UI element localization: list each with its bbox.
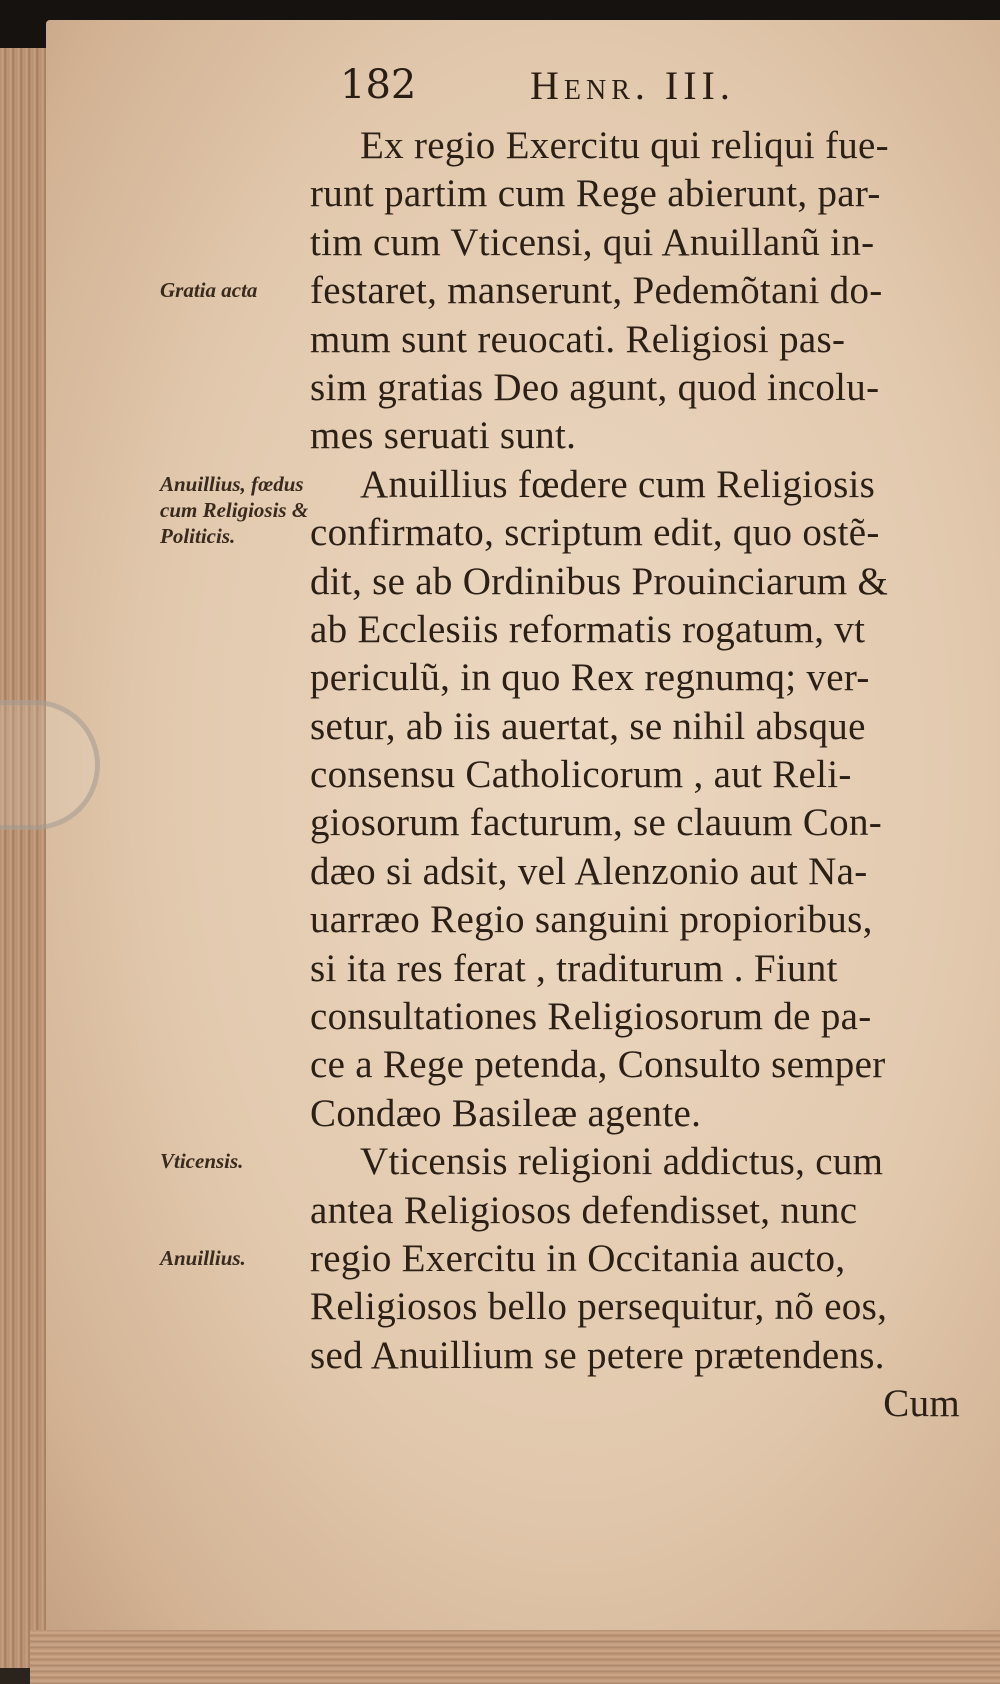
text-line: setur, ab iis auertat, se nihil absque bbox=[310, 704, 866, 748]
text-line: giosorum facturum, se clauum Con- bbox=[310, 801, 883, 845]
text-line: runt partim cum Rege abierunt, par- bbox=[310, 172, 881, 216]
running-head: Henr. III. bbox=[530, 63, 735, 108]
text-line: Vticensis religioni addictus, cum bbox=[360, 1140, 884, 1184]
text-line: antea Religiosos defendisset, nunc bbox=[310, 1188, 858, 1232]
text-line: sim gratias Deo agunt, quod incolu- bbox=[310, 365, 880, 409]
text-line: consensu Catholicorum , aut Reli- bbox=[310, 753, 852, 797]
text-line: mum sunt reuocati. Religiosi pas- bbox=[310, 317, 846, 361]
text-line: consultationes Religiosorum de pa- bbox=[310, 995, 872, 1039]
text-line: mes seruati sunt. bbox=[310, 414, 577, 458]
text-line: dit, se ab Ordinibus Prouinciarum & bbox=[310, 559, 889, 603]
margin-note-gratia: Gratia acta bbox=[160, 278, 258, 303]
body-text bbox=[310, 122, 980, 1429]
margin-note-anuillius-foedus: Anuillius, fœdus cum Religiosis & Politicis. bbox=[160, 471, 309, 548]
text-line: festaret, manserunt, Pedemõtani do- bbox=[310, 269, 883, 313]
text-line: sed Anuillium se petere prætendens. bbox=[310, 1333, 885, 1377]
page-number: 182 bbox=[340, 62, 417, 108]
text-line: uarræo Regio sanguini propioribus, bbox=[310, 898, 873, 942]
text-line: Cum bbox=[883, 1382, 960, 1426]
text-line: tim cum Vticensi, qui Anuillanũ in- bbox=[310, 220, 875, 264]
margin-note-vticensis: Vticensis. bbox=[160, 1149, 244, 1174]
margin-note-anuillius: Anuillius. bbox=[160, 1246, 246, 1271]
text-line: periculũ, in quo Rex regnumq; ver- bbox=[310, 656, 870, 700]
text-line: si ita res ferat , traditurum . Fiunt bbox=[310, 946, 838, 990]
text-line: ab Ecclesiis reformatis rogatum, vt bbox=[310, 607, 866, 651]
text-line: ce a Rege petenda, Consulto semper bbox=[310, 1043, 886, 1087]
text-line: Religiosos bello persequitur, nõ eos, bbox=[310, 1285, 888, 1329]
page-header bbox=[330, 62, 890, 118]
text-line: confirmato, scriptum edit, quo ostẽ- bbox=[310, 511, 880, 555]
text-line: Condæo Basileæ agente. bbox=[310, 1091, 702, 1135]
text-line: regio Exercitu in Occitania aucto, bbox=[310, 1236, 846, 1280]
text-line: dæo si adsit, vel Alenzonio aut Na- bbox=[310, 849, 868, 893]
margin-notes bbox=[0, 0, 309, 1684]
text-line: Ex regio Exercitu qui reliqui fue- bbox=[360, 124, 889, 167]
text-line: Anuillius fœdere cum Religiosis bbox=[360, 462, 876, 506]
